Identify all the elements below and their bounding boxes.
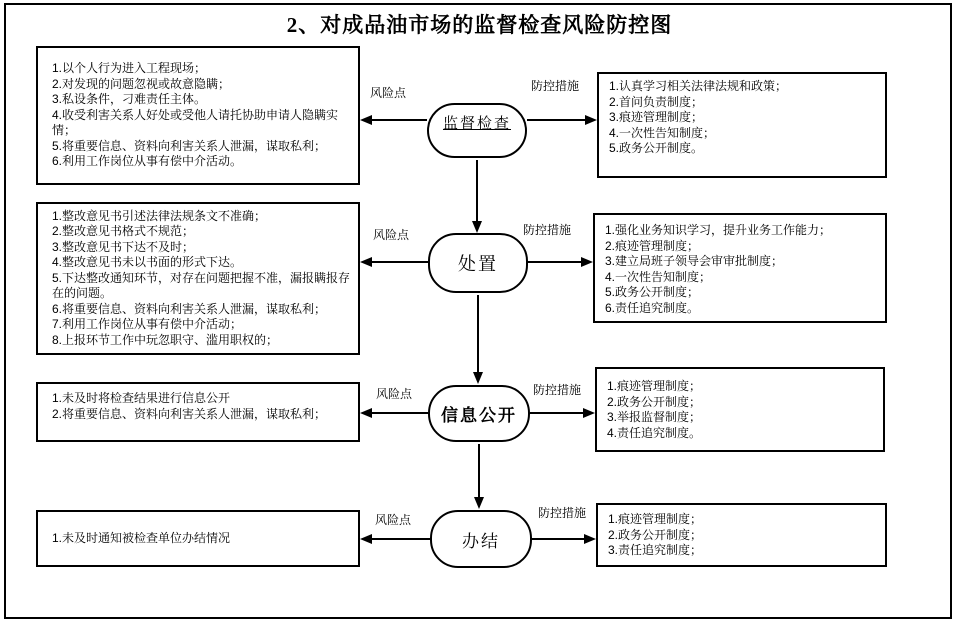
process-node-label: 监督检查 — [442, 115, 511, 132]
list-item-text: 8.上报环节工作中玩忽职守、滥用职权的； — [52, 332, 279, 347]
list-item-text: 3.责任追究制度； — [608, 543, 703, 558]
list-item-text: 2.整改意见书格式不规范； — [52, 224, 195, 239]
list-item-text: 1.痕迹管理制度； — [608, 512, 703, 527]
list-item-text: 3.建立局班子领导会审审批制度； — [605, 254, 784, 268]
process-node-label: 信息公开 — [441, 406, 517, 425]
control-measure-label: 防控措施 — [523, 223, 572, 237]
control-box-conclusion — [596, 503, 887, 567]
down-arrow-line — [476, 160, 478, 221]
list-item-text: 4.一次性告知制度； — [609, 125, 716, 140]
process-node-supervision — [427, 103, 527, 158]
list-item-text: 5.政务公开制度； — [605, 285, 700, 299]
risk-box-disclosure — [36, 382, 360, 442]
risk-point-label: 风险点 — [370, 86, 407, 100]
left-arrowhead-icon — [360, 257, 372, 267]
list-item-text: 5.将重要信息、资料向利害关系人泄漏，谋取私利； — [52, 138, 327, 153]
list-item-text: 6.责任追究制度。 — [605, 300, 700, 315]
list-item-text: 2.政务公开制度； — [607, 394, 702, 409]
down-arrowhead-icon — [474, 497, 484, 509]
right-arrowhead-icon — [585, 115, 597, 125]
process-node-disposal — [428, 233, 528, 293]
list-item-text: 1.认真学习相关法律法规和政策； — [609, 79, 788, 93]
right-arrowhead-icon — [584, 534, 596, 544]
list-item-text: 5.下达整改通知环节，对存在问题把握不准，漏报瞒报存在的问题。 — [52, 270, 351, 301]
control-box-supervision — [597, 72, 887, 178]
left-arrowhead-icon — [360, 115, 372, 125]
left-arrowhead-icon — [360, 534, 372, 544]
risk-point-label: 风险点 — [376, 387, 413, 401]
list-item-text: 3.私设条件，刁难责任主体。 — [52, 92, 207, 107]
process-node-conclusion — [430, 510, 532, 568]
list-item-text: 7.利用工作岗位从事有偿中介活动； — [52, 317, 243, 332]
right-arrow-line — [528, 261, 581, 263]
list-item-text: 2.痕迹管理制度； — [605, 238, 700, 253]
list-item-text: 2.政务公开制度； — [608, 527, 703, 542]
list-item-text: 1.以个人行为进入工程现场； — [52, 61, 207, 76]
list-item-text: 4.责任追究制度。 — [607, 425, 702, 440]
list-item-text: 1.未及时通知被检查单位办结情况 — [52, 530, 231, 545]
control-box-disclosure — [595, 367, 885, 452]
list-item-text: 6.利用工作岗位从事有偿中介活动。 — [52, 154, 243, 169]
left-arrow-line — [371, 538, 430, 540]
process-node-label: 办结 — [462, 531, 500, 551]
risk-box-disposal — [36, 202, 360, 355]
list-item-text: 5.政务公开制度。 — [609, 141, 704, 155]
list-item-text: 6.将重要信息、资料向利害关系人泄漏，谋取私利； — [52, 301, 327, 316]
right-arrow-line — [532, 538, 584, 540]
list-item-text: 2.首问负责制度； — [609, 94, 704, 109]
left-arrow-line — [371, 412, 428, 414]
control-measure-label: 防控措施 — [531, 79, 580, 93]
list-item-text: 4.整改意见书未以书面的形式下达。 — [52, 255, 243, 270]
list-item-text: 4.一次性告知制度； — [605, 269, 712, 284]
risk-box-supervision — [36, 46, 360, 185]
list-item-text: 3.举报监督制度； — [607, 410, 702, 424]
left-arrow-line — [371, 119, 427, 121]
control-measure-label: 防控措施 — [533, 383, 582, 397]
risk-point-label: 风险点 — [375, 513, 412, 527]
right-arrowhead-icon — [583, 408, 595, 418]
list-item-text: 3.痕迹管理制度； — [609, 110, 704, 124]
down-arrow-line — [477, 295, 479, 372]
list-item-text: 1.强化业务知识学习，提升业务工作能力； — [605, 223, 832, 237]
process-node-label: 处置 — [458, 254, 498, 274]
down-arrowhead-icon — [472, 221, 482, 233]
right-arrowhead-icon — [581, 257, 593, 267]
list-item-text: 1.未及时将检查结果进行信息公开 — [52, 391, 231, 405]
down-arrowhead-icon — [473, 372, 483, 384]
list-item-text: 2.对发现的问题忽视或故意隐瞒； — [52, 76, 231, 91]
down-arrow-line — [478, 444, 480, 497]
list-item-text: 3.整改意见书下达不及时； — [52, 239, 195, 254]
left-arrow-line — [371, 261, 428, 263]
left-arrowhead-icon — [360, 408, 372, 418]
list-item-text: 1.痕迹管理制度； — [607, 379, 702, 393]
diagram-title: 2、对成品油市场的监督检查风险防控图 — [286, 13, 673, 37]
right-arrow-line — [530, 412, 583, 414]
list-item-text: 2.将重要信息、资料向利害关系人泄漏，谋取私利； — [52, 406, 327, 421]
risk-box-conclusion — [36, 510, 360, 567]
control-measure-label: 防控措施 — [538, 506, 587, 520]
list-item-text: 1.整改意见书引述法律法规条文不准确； — [52, 208, 267, 223]
process-node-disclosure — [428, 385, 530, 442]
list-item-text: 4.收受利害关系人好处或受他人请托协助申请人隐瞒实情； — [52, 107, 339, 138]
control-box-disposal — [593, 213, 887, 323]
risk-point-label: 风险点 — [373, 228, 410, 242]
right-arrow-line — [527, 119, 585, 121]
